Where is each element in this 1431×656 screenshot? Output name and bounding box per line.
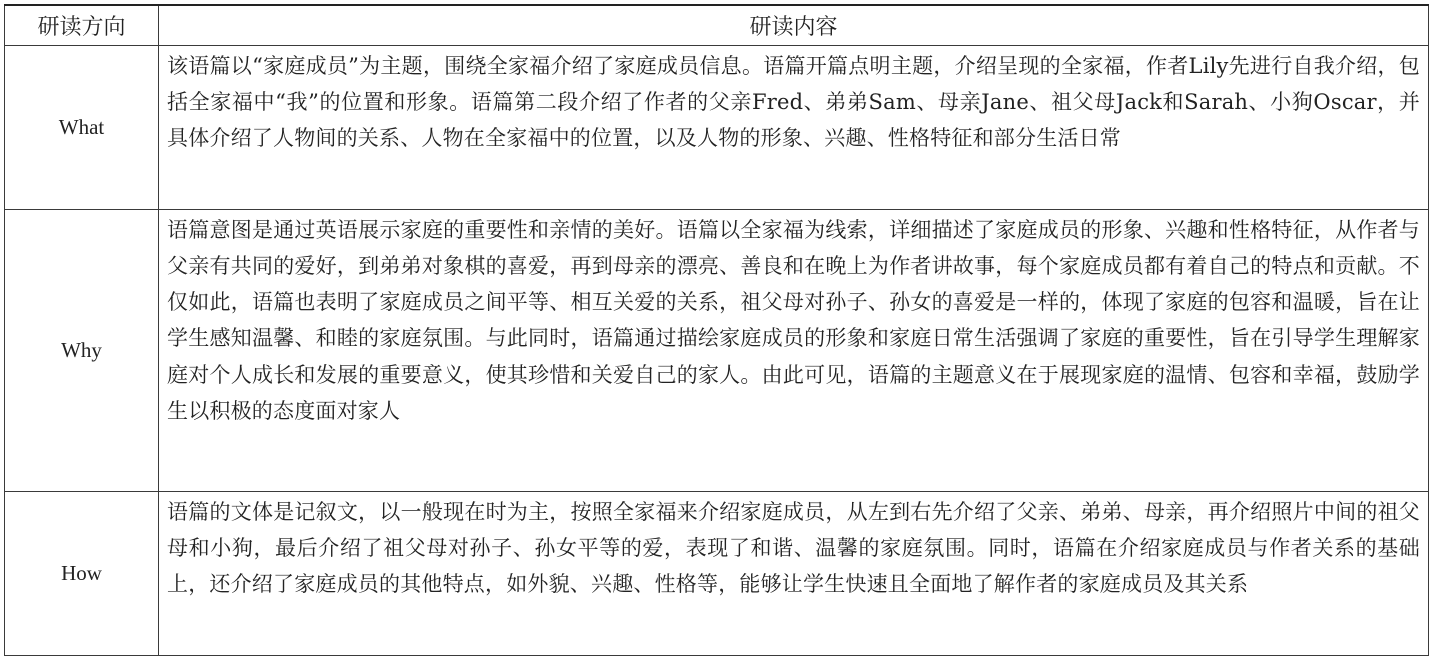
table-row (5, 491, 1429, 655)
row-content-what: 该语篇以“家庭成员”为主题，围绕全家福介绍了家庭成员信息。语篇开篇点明主题，介绍呈现的全家福，作者Lily先进行自我介绍，包括全家福中“我”的位置和形象。语篇第二段介绍了作者的父亲Fred、弟弟Sam、母亲Jane、祖父母Jack和Sarah、小狗Oscar，并具体介绍了人物间的关系、人物在全家福中的位置，以及人物的形象、兴趣、性格特征和部分生活日常 (159, 45, 1429, 209)
reading-analysis-table (4, 4, 1429, 656)
row-direction-why: Why (5, 209, 159, 491)
row-direction-what: What (5, 45, 159, 209)
row-content-why: 语篇意图是通过英语展示家庭的重要性和亲情的美好。语篇以全家福为线索，详细描述了家庭成员的形象、兴趣和性格特征，从作者与父亲有共同的爱好，到弟弟对象棋的喜爱，再到母亲的漂亮、善良和在晚上为作者讲故事，每个家庭成员都有着自己的特点和贡献。不仅如此，语篇也表明了家庭成员之间平等、相互关爱的关系，祖父母对孙子、孙女的喜爱是一样的，体现了家庭的包容和温暖，旨在让学生感知温馨、和睦的家庭氛围。与此同时，语篇通过描绘家庭成员的形象和家庭日常生活强调了家庭的重要性，旨在引导学生理解家庭对个人成长和发展的重要意义，使其珍惜和关爱自己的家人。由此可见，语篇的主题意义在于展现家庭的温情、包容和幸福，鼓励学生以积极的态度面对家人 (159, 209, 1429, 491)
table-header-row (5, 5, 1429, 45)
table-row (5, 45, 1429, 209)
row-content-how: 语篇的文体是记叙文，以一般现在时为主，按照全家福来介绍家庭成员，从左到右先介绍了父亲、弟弟、母亲，再介绍照片中间的祖父母和小狗，最后介绍了祖父母对孙子、孙女平等的爱，表现了和谐、温馨的家庭氛围。同时，语篇在介绍家庭成员与作者关系的基础上，还介绍了家庭成员的其他特点，如外貌、兴趣、性格等，能够让学生快速且全面地了解作者的家庭成员及其关系 (159, 491, 1429, 655)
table-row (5, 209, 1429, 491)
header-direction: 研读方向 (5, 5, 159, 45)
header-content: 研读内容 (159, 5, 1429, 45)
row-direction-how: How (5, 491, 159, 655)
